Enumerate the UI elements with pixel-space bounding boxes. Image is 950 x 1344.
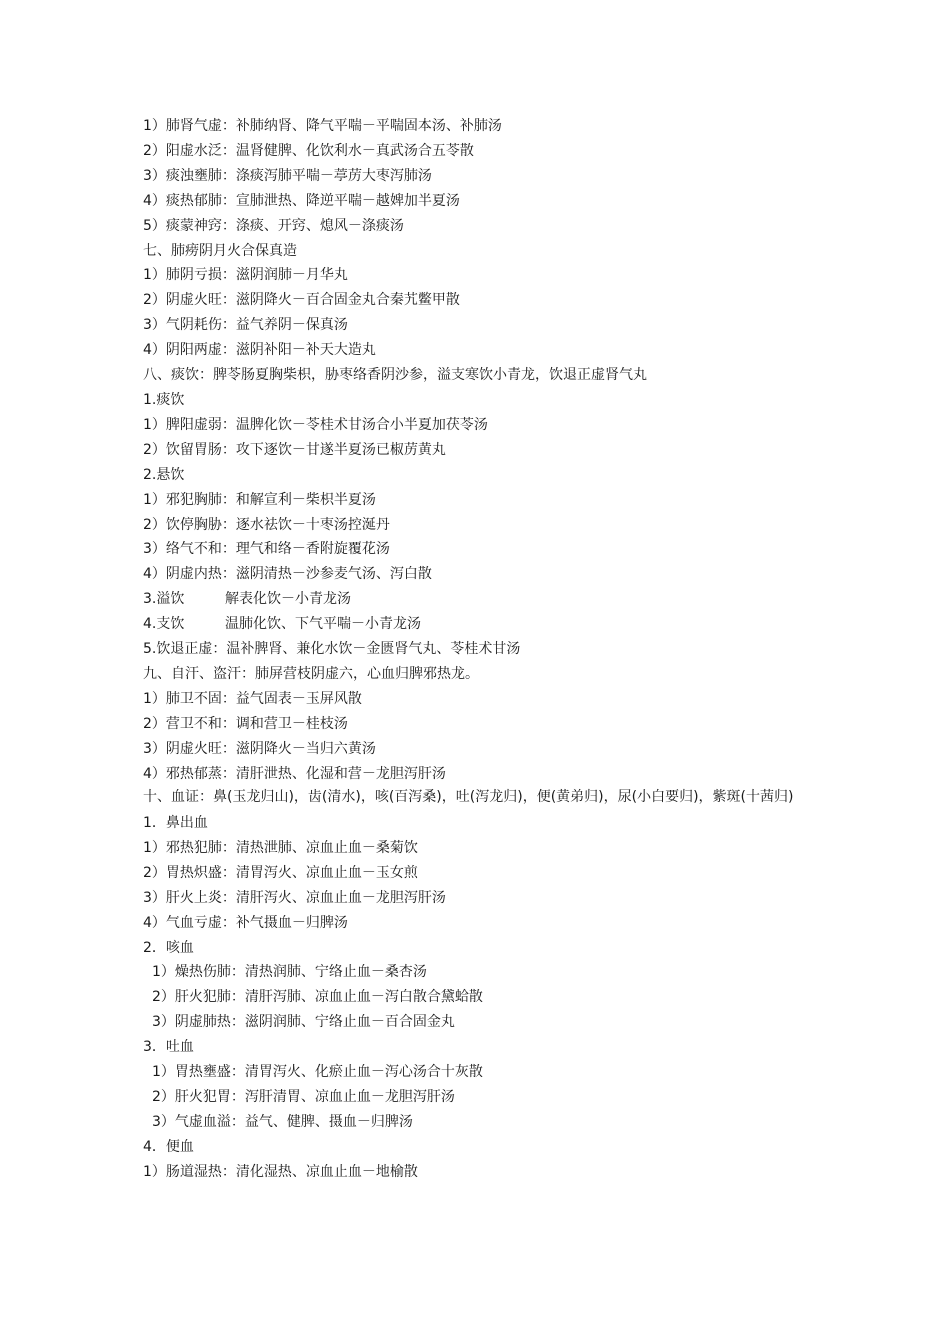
text-line: 5.饮退正虚：温补脾肾、兼化水饮－金匮肾气丸、苓桂术甘汤 <box>143 641 521 658</box>
text-line: 5）痰蒙神窍：涤痰、开窍、熄风－涤痰汤 <box>143 217 404 234</box>
document-body <box>143 114 815 1185</box>
subsection-text: 温肺化饮、下气平喘－小青龙汤 <box>225 616 421 633</box>
text-line: 2）饮停胸胁：逐水祛饮－十枣汤控涎丹 <box>143 516 390 533</box>
text-line <box>143 612 815 637</box>
text-line: 1）邪热犯肺：清热泄肺、凉血止血－桑菊饮 <box>143 839 418 856</box>
section-heading: 八、痰饮：脾苓肠夏胸柴枳，胁枣络香阴沙参，溢支寒饮小青龙，饮退正虚肾气丸 <box>143 367 647 384</box>
text-line: 3）气阴耗伤：益气养阴－保真汤 <box>143 317 348 334</box>
text-line: 4）阴阳两虚：滋阴补阳－补天大造丸 <box>143 342 376 359</box>
text-line: 3）肝火上炎：清肝泻火、凉血止血－龙胆泻肝汤 <box>143 889 446 906</box>
subsection-heading: 1.痰饮 <box>143 391 185 408</box>
subsection-text: 解表化饮－小青龙汤 <box>225 591 351 608</box>
text-line: 3）气虚血溢：益气、健脾、摄血－归脾汤 <box>152 1113 413 1130</box>
subsection-label: 3.溢饮 <box>143 591 185 608</box>
text-line: 2）胃热炽盛：清胃泻火、凉血止血－玉女煎 <box>143 864 418 881</box>
text-line: 2）肝火犯胃：泻肝清胃、凉血止血－龙胆泻肝汤 <box>152 1088 455 1105</box>
subsection-heading: 3．吐血 <box>143 1039 194 1056</box>
text-line: 2）营卫不和：调和营卫－桂枝汤 <box>143 715 348 732</box>
text-line: 3）痰浊壅肺：涤痰泻肺平喘－葶苈大枣泻肺汤 <box>143 167 432 184</box>
text-line: 2）肝火犯肺：清肝泻肺、凉血止血－泻白散合黛蛤散 <box>152 989 483 1006</box>
text-line: 4）气血亏虚：补气摄血－归脾汤 <box>143 914 348 931</box>
section-heading: 十、血证：鼻(玉龙归山)，齿(清水)，咳(百泻桑)，吐(泻龙归)，便(黄弟归)，尿(小白要归)，紫斑(十茜归) <box>143 789 794 806</box>
text-line: 1）胃热壅盛：清胃泻火、化瘀止血－泻心汤合十灰散 <box>152 1064 483 1081</box>
section-heading: 七、肺痨阴月火合保真造 <box>143 242 297 259</box>
text-line: 1）肠道湿热：清化湿热、凉血止血－地榆散 <box>143 1163 418 1180</box>
subsection-heading: 4．便血 <box>143 1138 194 1155</box>
text-line: 3）阴虚火旺：滋阴降火－当归六黄汤 <box>143 740 376 757</box>
text-line: 1）燥热伤肺：清热润肺、宁络止血－桑杏汤 <box>152 964 427 981</box>
text-line: 1）脾阳虚弱：温脾化饮－苓桂术甘汤合小半夏加茯苓汤 <box>143 416 488 433</box>
text-line: 1）肺阴亏损：滋阴润肺－月华丸 <box>143 267 348 284</box>
subsection-heading: 2.悬饮 <box>143 466 185 483</box>
text-line: 3）络气不和：理气和络－香附旋覆花汤 <box>143 541 390 558</box>
text-line: 2）阳虚水泛：温肾健脾、化饮利水－真武汤合五苓散 <box>143 142 474 159</box>
text-line: 2）阴虚火旺：滋阴降火－百合固金丸合秦艽鳖甲散 <box>143 292 460 309</box>
text-line <box>143 587 815 612</box>
subsection-label: 4.支饮 <box>143 616 185 633</box>
text-line: 1）邪犯胸肺：和解宣利－柴枳半夏汤 <box>143 491 376 508</box>
text-line: 4）阴虚内热：滋阴清热－沙参麦气汤、泻白散 <box>143 566 432 583</box>
text-line: 2）饮留胃肠：攻下逐饮－甘遂半夏汤已椒苈黄丸 <box>143 441 446 458</box>
text-line: 1）肺肾气虚：补肺纳肾、降气平喘－平喘固本汤、补肺汤 <box>143 118 502 134</box>
text-line: 3）阴虚肺热：滋阴润肺、宁络止血－百合固金丸 <box>152 1014 455 1031</box>
text-line: 4）痰热郁肺：宣肺泄热、降逆平喘－越婢加半夏汤 <box>143 192 460 209</box>
text-line: 4）邪热郁蒸：清肝泄热、化湿和营－龙胆泻肝汤 <box>143 765 446 782</box>
text-line: 1）肺卫不固：益气固表－玉屏风散 <box>143 690 362 707</box>
section-heading: 九、自汗、盗汗：肺屏营枝阴虚六，心血归脾邪热龙。 <box>143 665 479 682</box>
subsection-heading: 2．咳血 <box>143 939 194 956</box>
subsection-heading: 1．鼻出血 <box>143 814 208 831</box>
